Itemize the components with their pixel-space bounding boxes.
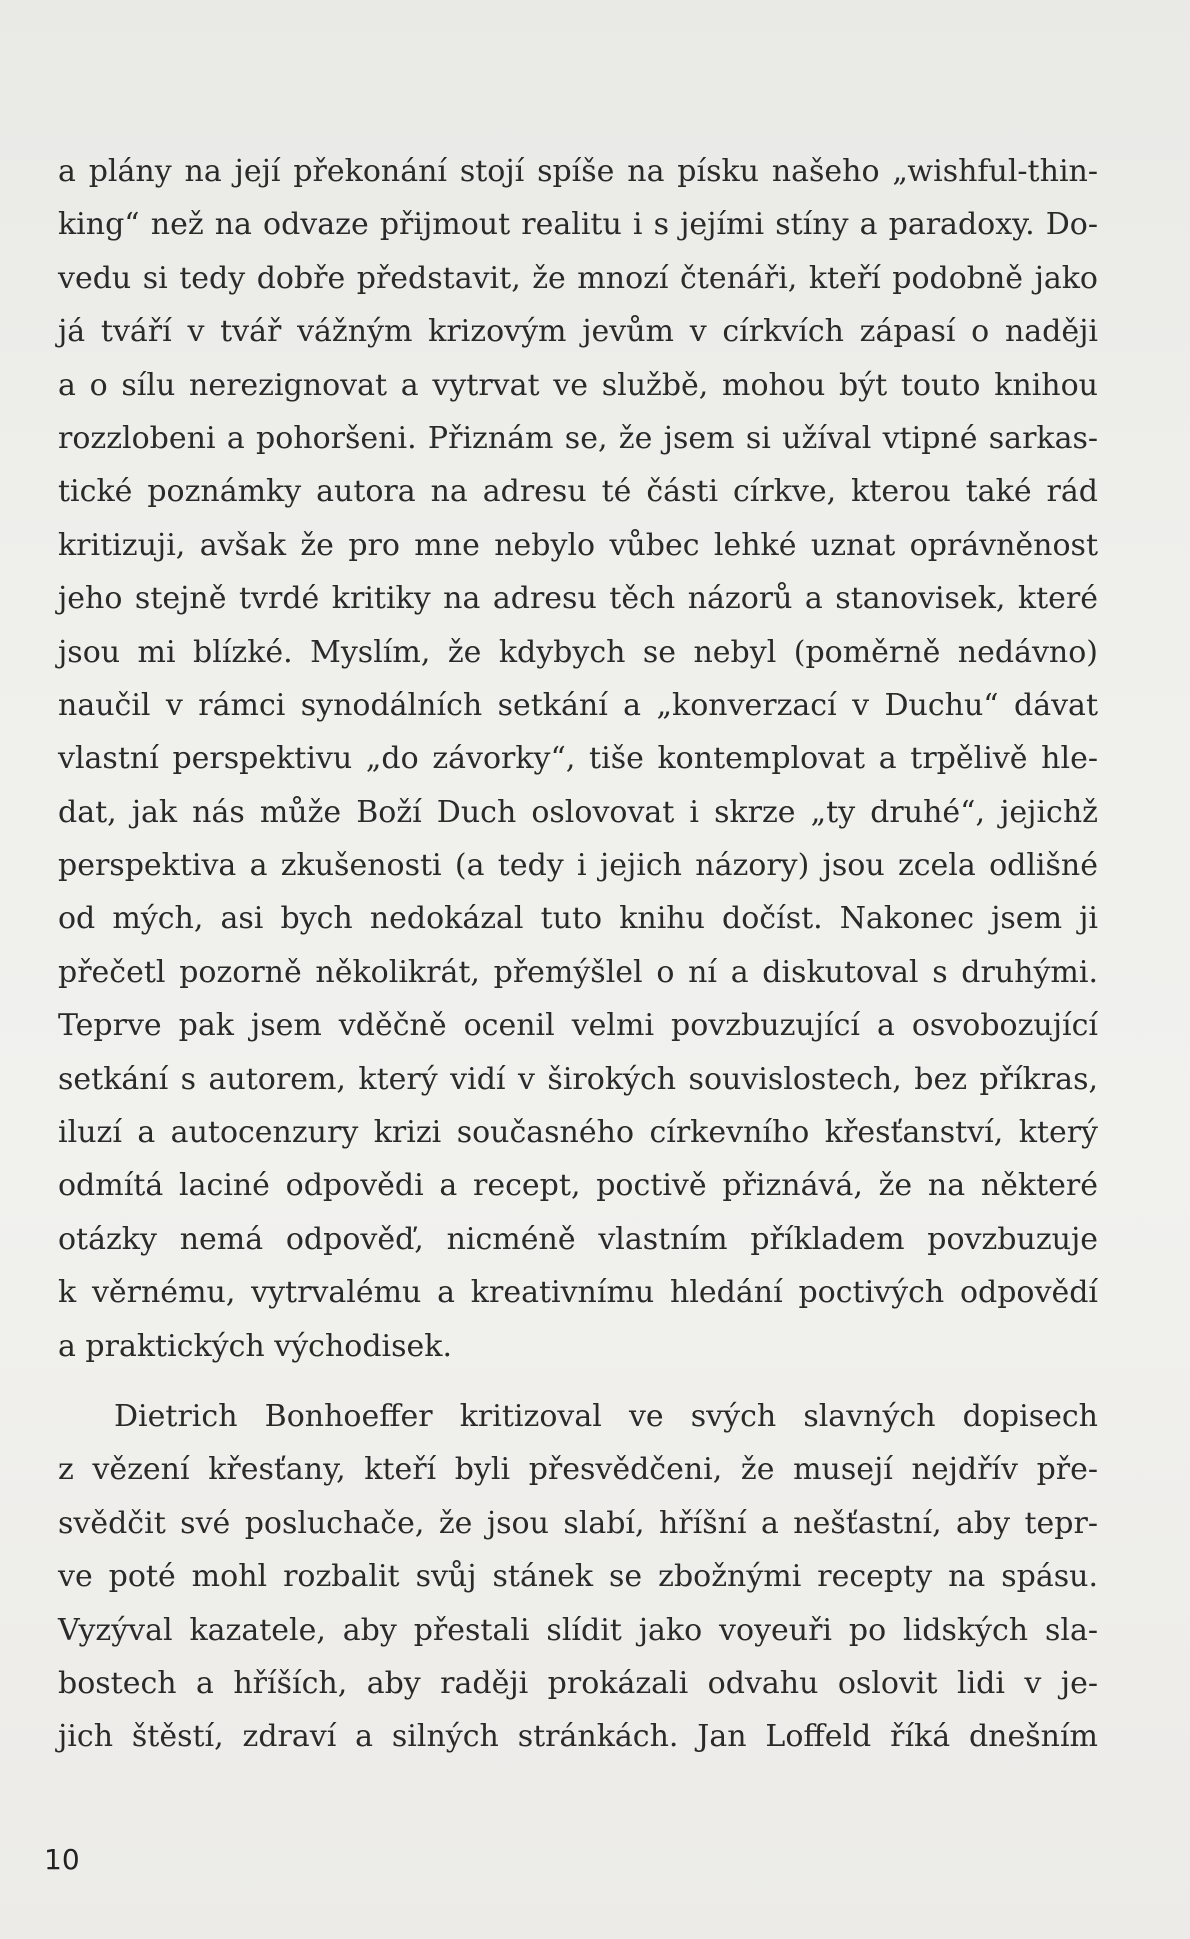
text-line: já tváří v tvář vážným krizovým jevům v církvích zápasí o naději <box>58 314 1098 350</box>
text-line: k věrnému, vytrvalému a kreativnímu hledání poctivých odpovědí <box>58 1275 1098 1311</box>
text-line: jsou mi blízké. Myslím, že kdybych se nebyl (poměrně nedávno) <box>58 634 1098 670</box>
text-line: jeho stejně tvrdé kritiky na adresu těch názorů a stanovisek, které <box>58 581 1098 617</box>
text-line: odmítá laciné odpovědi a recept, poctivě přiznává, že na některé <box>58 1168 1098 1204</box>
text-line: vlastní perspektivu „do závorky“, tiše kontemplovat a trpělivě hle- <box>58 741 1098 777</box>
text-line: otázky nemá odpověď, nicméně vlastním příkladem povzbuzuje <box>58 1221 1098 1257</box>
text-line: jich štěstí, zdraví a silných stránkách. Jan Loffeld říká dnešním <box>58 1719 1098 1755</box>
text-line: king“ než na odvaze přijmout realitu i s jejími stíny a paradoxy. Do- <box>58 207 1098 243</box>
page-number: 10 <box>44 1843 80 1876</box>
paragraph-2 <box>58 1390 1098 1764</box>
text-line: dat, jak nás může Boží Duch oslovovat i skrze „ty druhé“, jejichž <box>58 794 1098 830</box>
text-line: bostech a hříších, aby raději prokázali odvahu oslovit lidi v je- <box>58 1665 1098 1701</box>
text-line: vedu si tedy dobře představit, že mnozí čtenáři, kteří podobně jako <box>58 260 1098 296</box>
text-line: a o sílu nerezignovat a vytrvat ve službě, mohou být touto knihou <box>58 367 1098 403</box>
text-line: naučil v rámci synodálních setkání a „konverzací v Duchu“ dávat <box>58 687 1098 723</box>
text-line: a plány na její překonání stojí spíše na písku našeho „wishful-thin- <box>58 154 1098 189</box>
text-line: perspektiva a zkušenosti (a tedy i jejich názory) jsou zcela odlišné <box>58 848 1098 884</box>
text-line: od mých, asi bych nedokázal tuto knihu dočíst. Nakonec jsem ji <box>58 901 1098 937</box>
text-line: Teprve pak jsem vděčně ocenil velmi povzbuzující a osvobozující <box>58 1008 1098 1044</box>
text-line: z vězení křesťany, kteří byli přesvědčeni, že musejí nejdřív pře- <box>58 1452 1098 1488</box>
text-line: svědčit své posluchače, že jsou slabí, hříšní a nešťastní, aby tepr- <box>58 1505 1098 1541</box>
text-line: rozzlobeni a pohoršeni. Přiznám se, že jsem si užíval vtipné sarkas- <box>58 420 1098 456</box>
text-line: iluzí a autocenzury krizi současného církevního křesťanství, který <box>58 1115 1098 1151</box>
text-line: Dietrich Bonhoeffer kritizoval ve svých slavných dopisech <box>114 1399 1098 1434</box>
text-line: setkání s autorem, který vidí v širokých souvislostech, bez příkras, <box>58 1061 1098 1097</box>
text-line: tické poznámky autora na adresu té části církve, kterou také rád <box>58 474 1098 510</box>
text-line: Vyzýval kazatele, aby přestali slídit jako voyeuři po lidských sla- <box>58 1612 1098 1648</box>
text-line: kritizuji, avšak že pro mne nebylo vůbec lehké uznat oprávněnost <box>58 527 1098 563</box>
text-line: přečetl pozorně několikrát, přemýšlel o ní a diskutoval s druhými. <box>58 954 1098 990</box>
text-line: a praktických východisek. <box>58 1328 453 1364</box>
text-line: ve poté mohl rozbalit svůj stánek se zbožnými recepty na spásu. <box>58 1559 1098 1595</box>
paragraph-1 <box>58 145 1098 1373</box>
